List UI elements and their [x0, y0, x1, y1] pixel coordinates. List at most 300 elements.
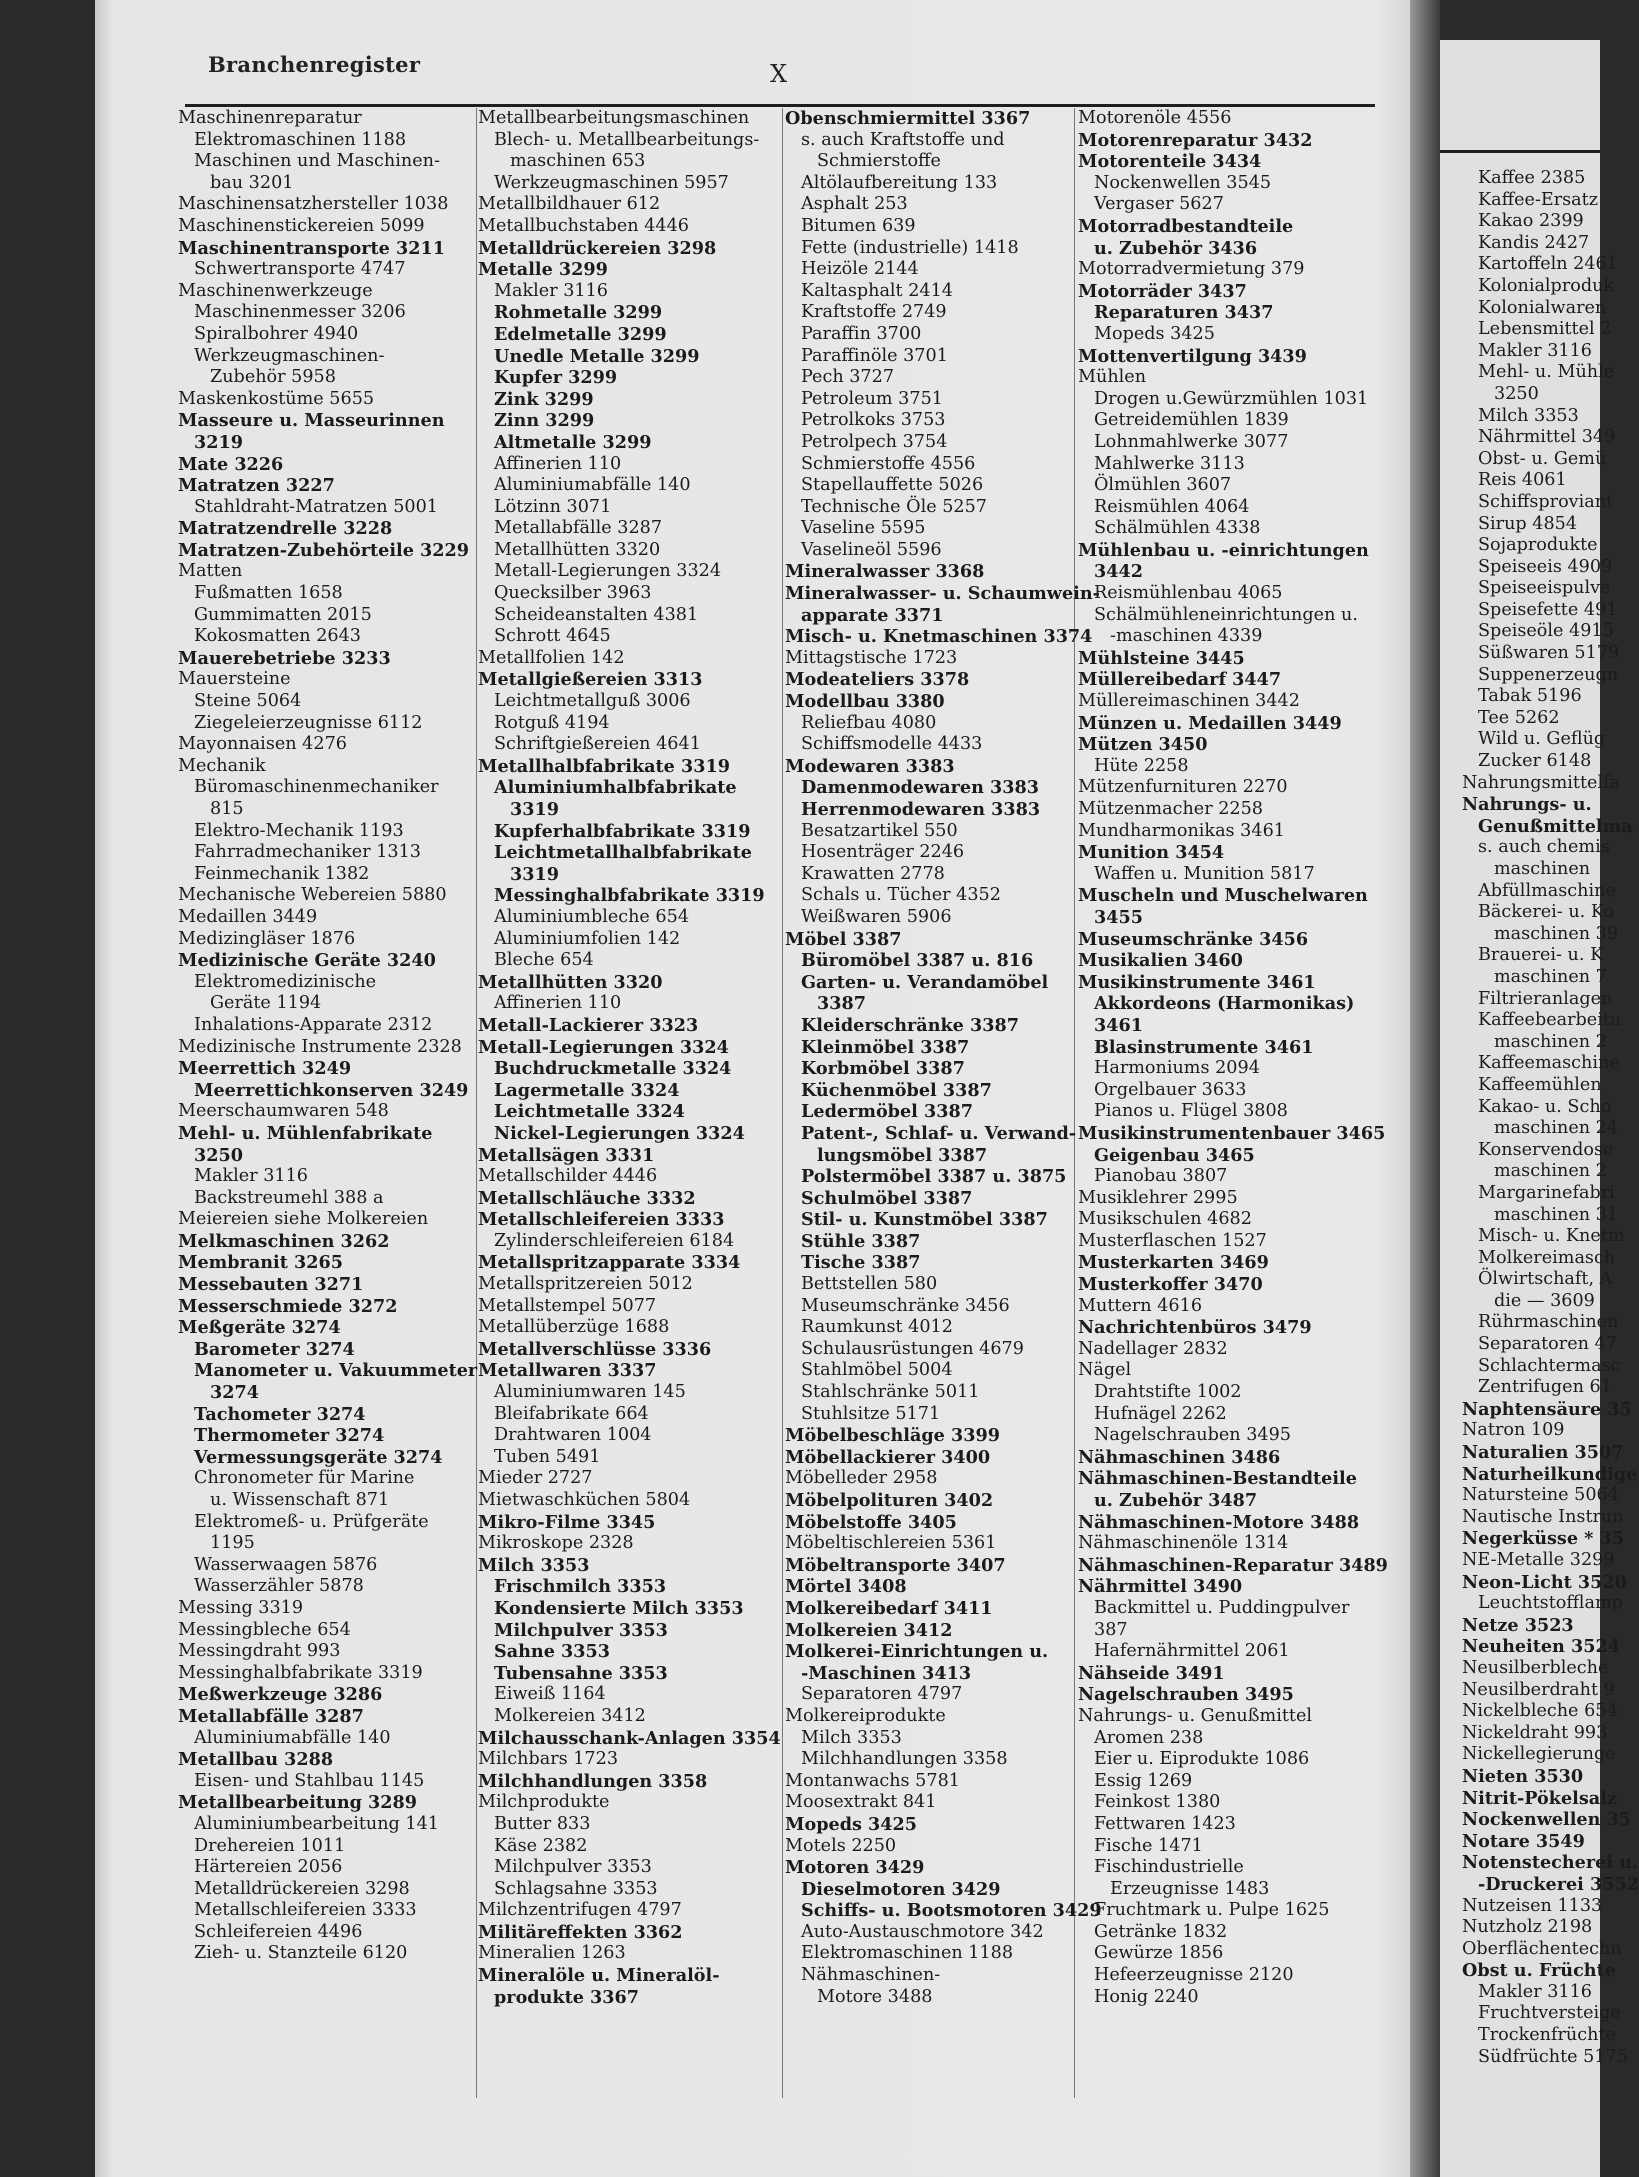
index-entry: Süßwaren 5179 [1478, 643, 1620, 664]
index-entry: Schälmühlen 4338 [1094, 518, 1261, 539]
index-entry: Vergaser 5627 [1094, 194, 1224, 215]
index-entry: Fettwaren 1423 [1094, 1813, 1236, 1834]
index-entry: Tische 3387 [801, 1252, 921, 1274]
index-entry: Museumschränke 3456 [801, 1295, 1010, 1316]
index-entry: Drahtstifte 1002 [1094, 1382, 1242, 1403]
index-entry: Milchhandlungen 3358 [801, 1749, 1008, 1770]
index-entry: Möbelpolituren 3402 [785, 1490, 994, 1511]
index-entry: Münzen u. Medaillen 3449 [1078, 712, 1342, 734]
index-entry: Ledermöbel 3387 [801, 1101, 973, 1123]
index-entry: Butter 833 [494, 1813, 591, 1834]
index-entry: 3250 [194, 1144, 243, 1166]
index-entry: Nagelschrauben 3495 [1078, 1684, 1294, 1706]
index-entry: Molkereiprodukte [785, 1705, 946, 1726]
index-entry: Naphtensäure 35 [1462, 1398, 1632, 1420]
index-entry: Edelmetalle 3299 [494, 323, 667, 345]
index-entry: Kartoffeln 2461 [1478, 254, 1618, 275]
index-entry: Mittagstische 1723 [785, 647, 958, 668]
index-entry: 3274 [210, 1382, 259, 1404]
index-entry: Stahldraht-Matratzen 5001 [194, 496, 439, 517]
index-entry: Werkzeugmaschinen- [194, 345, 385, 366]
index-entry: Makler 3116 [1478, 1981, 1592, 2002]
index-entry: Leichtmetalle 3324 [494, 1101, 685, 1123]
index-entry: Motore 3488 [817, 1986, 933, 2007]
index-entry: Kleiderschränke 3387 [801, 1014, 1019, 1036]
index-entry: Metallbearbeitungsmaschinen [478, 108, 750, 128]
index-entry: Schiffsmodelle 4433 [801, 734, 983, 755]
index-column-3 [785, 108, 1102, 2008]
index-entry: 3250 [1494, 383, 1539, 404]
index-entry: Lebensmittel 2 [1478, 319, 1612, 340]
index-entry: Ölmühlen 3607 [1094, 475, 1232, 496]
index-entry: Kakao 2399 [1478, 211, 1584, 232]
index-entry: Getränke 1832 [1094, 1921, 1228, 1942]
index-entry: Mehl- u. Mühlenfabrikate [178, 1122, 433, 1144]
index-entry: Meerrettichkonserven 3249 [194, 1079, 469, 1101]
index-entry: Lagermetalle 3324 [494, 1079, 680, 1101]
index-entry: Vermessungsgeräte 3274 [194, 1446, 443, 1468]
index-entry: Lötzinn 3071 [494, 496, 612, 517]
index-entry: Eiweiß 1164 [494, 1684, 606, 1705]
index-entry: Kolonialwaren [1478, 297, 1607, 318]
index-entry: Medaillen 3449 [178, 906, 318, 927]
index-entry: Milch 3353 [801, 1727, 902, 1748]
index-entry: Vaselineöl 5596 [801, 539, 942, 560]
index-entry: Büromaschinenmechaniker [194, 777, 439, 798]
index-entry: Metallspritzapparate 3334 [478, 1252, 741, 1274]
index-entry: Werkzeugmaschinen 5957 [494, 172, 729, 193]
index-entry: Separatoren 4797 [801, 1684, 963, 1705]
index-entry: bau 3201 [210, 172, 294, 193]
index-entry: Medizinische Instrumente 2328 [178, 1036, 462, 1057]
index-entry: Schlachtermasc [1478, 1355, 1621, 1376]
index-entry: Stil- u. Kunstmöbel 3387 [801, 1209, 1048, 1231]
index-entry: Stühle 3387 [801, 1230, 921, 1252]
index-entry: Messinghalbfabrikate 3319 [178, 1662, 423, 1683]
index-entry: Metallverschlüsse 3336 [478, 1338, 712, 1360]
index-entry: Matten [178, 561, 243, 582]
index-entry: Südfrüchte 5175 [1478, 2046, 1628, 2067]
index-entry: Montanwachs 5781 [785, 1770, 960, 1791]
index-entry: Natron 109 [1462, 1420, 1565, 1441]
index-entry: Buchdruckmetalle 3324 [494, 1058, 732, 1080]
index-entry: Kraftstoffe 2749 [801, 302, 947, 323]
index-entry: Pianos u. Flügel 3808 [1094, 1101, 1288, 1122]
index-entry: Elektromaschinen 1188 [194, 129, 407, 150]
index-entry: Nährmittel 349 [1478, 427, 1616, 448]
index-entry: Nähmaschinen-Reparatur 3489 [1078, 1554, 1388, 1576]
index-entry: Obenschmiermittel 3367 [785, 108, 1031, 129]
index-entry: Schulausrüstungen 4679 [801, 1338, 1024, 1359]
index-entry: Medizingläser 1876 [178, 928, 356, 949]
index-entry: Maschinenwerkzeuge [178, 280, 373, 301]
index-entry: Metall-Lackierer 3323 [478, 1014, 699, 1036]
index-entry: Moosextrakt 841 [785, 1792, 937, 1813]
index-entry: Müllereibedarf 3447 [1078, 669, 1282, 691]
index-entry: Chronometer für Marine [194, 1468, 415, 1489]
index-entry: Molkereien 3412 [494, 1705, 646, 1726]
index-entry: Nockenwellen 35 [1462, 1809, 1632, 1831]
book-gutter [1410, 0, 1440, 2177]
index-entry: Nickeldraht 993 [1462, 1722, 1608, 1743]
index-entry: 3319 [510, 863, 559, 885]
index-entry: Pech 3727 [801, 367, 895, 388]
index-entry: Genußmittelma [1478, 815, 1633, 837]
index-entry: Nahrungs- u. [1462, 794, 1592, 816]
index-entry: 3219 [194, 431, 243, 453]
index-entry: Nahrungs- u. Genußmittel [1078, 1705, 1313, 1726]
index-entry: Motorradvermietung 379 [1078, 259, 1305, 280]
index-entry: Mietwaschküchen 5804 [478, 1490, 691, 1510]
index-entry: Obst u. Früchte [1462, 1960, 1616, 1982]
index-entry: Kondensierte Milch 3353 [494, 1597, 744, 1619]
index-entry: Blech- u. Metallbearbeitungs- [494, 129, 760, 150]
index-entry: Metalldrückereien 3298 [194, 1878, 410, 1899]
index-entry: u. Zubehör 3436 [1094, 237, 1258, 259]
index-entry: Metallschleifereien 3333 [478, 1209, 725, 1231]
index-entry: Metallschleifereien 3333 [194, 1900, 417, 1921]
index-entry: Maschinentransporte 3211 [178, 237, 445, 259]
index-entry: Schmierstoffe 4556 [801, 453, 976, 474]
index-entry: Molkereien 3412 [785, 1619, 953, 1641]
index-entry: Krawatten 2778 [801, 863, 945, 884]
index-entry: Nickel-Legierungen 3324 [494, 1122, 745, 1144]
index-entry: Modellbau 3380 [785, 691, 945, 713]
index-entry: Musiklehrer 2995 [1078, 1187, 1238, 1208]
index-entry: Nährmittel 3490 [1078, 1576, 1243, 1598]
index-entry: maschinen 2 [1494, 1031, 1607, 1052]
index-entry: Scheideanstalten 4381 [494, 604, 699, 625]
index-entry: Eier u. Eiprodukte 1086 [1094, 1749, 1310, 1770]
index-entry: Matratzen 3227 [178, 475, 335, 497]
index-entry: Lohnmahlwerke 3077 [1094, 431, 1289, 452]
index-entry: produkte 3367 [494, 1986, 640, 2008]
index-entry: Leichtmetallguß 3006 [494, 691, 691, 712]
index-entry: 815 [210, 799, 244, 819]
index-entry: Motorräder 3437 [1078, 280, 1247, 302]
index-entry: Messebauten 3271 [178, 1274, 364, 1296]
index-entry: u. Zubehör 3487 [1094, 1490, 1258, 1511]
index-entry: Wasserzähler 5878 [194, 1576, 364, 1597]
index-entry: 1195 [210, 1533, 255, 1554]
index-entry: Steine 5064 [194, 691, 302, 712]
index-entry: Neuheiten 3524 [1462, 1636, 1620, 1658]
index-entry: Stapellauffette 5026 [801, 475, 984, 496]
index-entry: Backmittel u. Puddingpulver [1094, 1597, 1350, 1618]
index-entry: Nautische Instrun [1462, 1506, 1624, 1527]
index-entry: Mineralwasser 3368 [785, 561, 985, 583]
index-entry: Technische Öle 5257 [801, 496, 987, 517]
index-entry: Kandis 2427 [1478, 232, 1590, 253]
index-entry: Metall-Legierungen 3324 [494, 561, 722, 582]
index-entry: Gummimatten 2015 [194, 604, 372, 625]
index-entry: Metallspritzereien 5012 [478, 1274, 693, 1295]
index-entry: Aluminiumwaren 145 [494, 1382, 686, 1403]
index-entry: Hafernährmittel 2061 [1094, 1641, 1290, 1662]
index-entry: Medizinische Geräte 3240 [178, 950, 436, 972]
index-entry: Schleifereien 4496 [194, 1921, 363, 1942]
index-entry: Spiralbohrer 4940 [194, 323, 359, 344]
index-entry: Schrott 4645 [494, 626, 611, 647]
index-entry: Zucker 6148 [1478, 751, 1592, 772]
index-entry: Elektro-Mechanik 1193 [194, 820, 404, 841]
index-entry: Maschinenstickereien 5099 [178, 215, 425, 236]
index-entry: Harmoniums 2094 [1094, 1058, 1260, 1079]
index-entry: Fruchtversteige [1478, 2003, 1621, 2024]
index-entry: Elektromeß- u. Prüfgeräte [194, 1511, 429, 1532]
index-entry: Waffen u. Munition 5817 [1094, 863, 1315, 884]
index-entry: Metallbuchstaben 4446 [478, 215, 689, 236]
index-entry: Speisefette 491 [1478, 599, 1618, 620]
index-entry: Obst- u. Gemü [1478, 448, 1607, 469]
index-entry: Möbel 3387 [785, 928, 902, 950]
index-entry: apparate 3371 [801, 604, 944, 626]
index-entry: Tee 5262 [1478, 707, 1560, 728]
index-entry: 3461 [1094, 1014, 1143, 1036]
index-entry: -Druckerei 3552 [1478, 1873, 1639, 1895]
index-entry: Metallschläuche 3332 [478, 1187, 696, 1209]
index-entry: Motels 2250 [785, 1835, 897, 1856]
index-entry: 3387 [817, 993, 866, 1015]
index-entry: Zubehör 5958 [210, 367, 336, 388]
index-entry: Rührmaschinen [1478, 1312, 1619, 1333]
index-entry: Natursteine 5064 [1462, 1485, 1619, 1506]
index-entry: Nähseide 3491 [1078, 1662, 1225, 1684]
index-entry: Mineralien 1263 [478, 1943, 626, 1964]
index-entry: Möbelbeschläge 3399 [785, 1425, 1000, 1447]
index-entry: Heizöle 2144 [801, 259, 919, 280]
index-entry: Mundharmonikas 3461 [1078, 820, 1285, 841]
index-entry: Stahlschränke 5011 [801, 1382, 980, 1403]
index-entry: Mineralöle u. Mineralöl- [478, 1965, 720, 1987]
index-entry: Musterkoffer 3470 [1078, 1274, 1263, 1296]
index-entry: Tabak 5196 [1478, 686, 1582, 707]
index-entry: Petrolkoks 3753 [801, 410, 946, 431]
index-entry: Naturheilkundige [1462, 1463, 1638, 1485]
index-entry: Motoren 3429 [785, 1857, 925, 1879]
header-rule [185, 104, 1375, 107]
index-entry: Affinerien 110 [494, 453, 622, 474]
index-entry: Maschinenmesser 3206 [194, 302, 406, 323]
index-entry: Nieten 3530 [1462, 1765, 1584, 1787]
index-column-1 [178, 108, 478, 1965]
index-entry: Metallgießereien 3313 [478, 669, 703, 691]
index-entry: Fische 1471 [1094, 1835, 1203, 1856]
index-entry: Mauersteine [178, 669, 291, 690]
index-entry: die — 3609 [1494, 1290, 1595, 1311]
index-entry: Speiseeispulve [1478, 578, 1611, 599]
index-entry: Thermometer 3274 [194, 1425, 385, 1447]
index-entry: Kupferhalbfabrikate 3319 [494, 820, 751, 842]
index-entry: Nähmaschinenöle 1314 [1078, 1533, 1289, 1554]
index-entry: Inhalations-Apparate 2312 [194, 1014, 433, 1035]
index-entry: Zylinderschleifereien 6184 [494, 1230, 735, 1251]
index-entry: Kupfer 3299 [494, 367, 618, 389]
index-entry: Makler 3116 [1478, 340, 1592, 361]
index-entry: Sahne 3353 [494, 1641, 610, 1663]
index-entry: u. Wissenschaft 871 [210, 1490, 390, 1510]
index-entry: Naturalien 3507 [1462, 1442, 1624, 1464]
index-entry: Mühlenbau u. -einrichtungen [1078, 539, 1369, 561]
index-entry: Musikschulen 4682 [1078, 1209, 1252, 1230]
index-entry: Aluminiumhalbfabrikate [494, 777, 737, 799]
index-entry: Mützen 3450 [1078, 734, 1208, 756]
index-entry: Muttern 4616 [1078, 1295, 1203, 1316]
index-entry: Reismühlenbau 4065 [1094, 583, 1283, 604]
index-entry: Nähmaschinen-Motore 3488 [1078, 1511, 1360, 1533]
index-entry: Museumschränke 3456 [1078, 928, 1309, 950]
index-entry: Metall-Legierungen 3324 [478, 1036, 729, 1058]
index-entry: Herrenmodewaren 3383 [801, 799, 1041, 820]
index-entry: Aluminiumfolien 142 [494, 928, 681, 949]
index-entry: Vaseline 5595 [801, 518, 926, 539]
index-entry: Milchzentrifugen 4797 [478, 1900, 682, 1921]
index-entry: Membranit 3265 [178, 1252, 343, 1274]
index-entry: 387 [1094, 1619, 1128, 1640]
index-entry: Orgelbauer 3633 [1094, 1079, 1247, 1100]
index-entry: Pianobau 3807 [1094, 1166, 1228, 1187]
index-entry: Nachrichtenbüros 3479 [1078, 1317, 1312, 1339]
index-entry: Rotguß 4194 [494, 712, 610, 733]
index-entry: Musikalien 3460 [1078, 950, 1243, 972]
index-entry: Hufnägel 2262 [1094, 1403, 1227, 1424]
index-entry: Mikroskope 2328 [478, 1533, 634, 1554]
index-entry: Motorenreparatur 3432 [1078, 129, 1313, 151]
index-entry: Auto-Austauschmotore 342 [801, 1921, 1044, 1942]
index-entry: Hüte 2258 [1094, 755, 1189, 776]
index-entry: Sojaprodukte [1478, 535, 1598, 556]
index-entry: Fruchtmark u. Pulpe 1625 [1094, 1900, 1330, 1921]
index-entry: Schiffsproviant [1478, 491, 1614, 512]
index-entry: Molkereibedarf 3411 [785, 1597, 993, 1619]
index-entry: Feinkost 1380 [1094, 1792, 1221, 1813]
index-entry: Mottenvertilgung 3439 [1078, 345, 1307, 367]
index-entry: Mopeds 3425 [785, 1813, 918, 1835]
index-entry: Metallabfälle 3287 [178, 1705, 364, 1727]
index-entry: Matratzendrelle 3228 [178, 518, 393, 540]
index-entry: Reparaturen 3437 [1094, 302, 1274, 324]
index-entry: Brauerei- u. K [1478, 945, 1604, 966]
index-entry: Motorradbestandteile [1078, 215, 1294, 237]
index-entry: Milchausschank-Anlagen 3354 [478, 1727, 781, 1749]
index-entry: Milchbars 1723 [478, 1749, 619, 1770]
index-entry: Mineralwasser- u. Schaumwein- [785, 583, 1100, 605]
index-entry: Konservendose [1478, 1139, 1614, 1160]
index-entry: NE-Metalle 3299 [1462, 1550, 1615, 1570]
index-entry: Metallüberzüge 1688 [478, 1317, 670, 1338]
index-entry: Erzeugnisse 1483 [1110, 1878, 1270, 1899]
index-entry: maschinen 39 [1494, 923, 1619, 944]
index-entry: Schlagsahne 3353 [494, 1878, 658, 1899]
page-title: Branchenregister [208, 52, 421, 77]
index-entry: Mahlwerke 3113 [1094, 453, 1245, 474]
index-entry: Bäckerei- u. Ko [1478, 902, 1615, 923]
index-entry: Nickellegierunge [1462, 1744, 1616, 1765]
index-entry: Misch- u. Knetmaschinen 3374 [785, 626, 1093, 648]
index-entry: Drogen u.Gewürzmühlen 1031 [1094, 388, 1369, 409]
index-entry: Büromöbel 3387 u. 816 [801, 950, 1034, 972]
index-entry: Metallhütten 3320 [494, 539, 661, 560]
index-entry: s. auch chemis [1478, 837, 1610, 858]
index-entry: Dieselmotoren 3429 [801, 1878, 1001, 1900]
index-entry: Molkereimasch [1478, 1247, 1616, 1268]
index-entry: Separatoren 47 [1478, 1334, 1617, 1355]
index-entry: Makler 3116 [194, 1166, 308, 1187]
index-entry: Muscheln und Muschelwaren [1078, 885, 1368, 907]
index-entry: Tubensahne 3353 [494, 1662, 668, 1684]
index-entry: Metallbildhauer 612 [478, 194, 661, 215]
index-entry: Manometer u. Vakuummeter [194, 1360, 478, 1382]
index-entry: Möbellackierer 3400 [785, 1446, 991, 1468]
index-entry: Gewürze 1856 [1094, 1943, 1224, 1964]
index-entry: Trockenfrüchte [1478, 2025, 1616, 2046]
index-entry: Mehl- u. Mühle [1478, 362, 1615, 383]
index-entry: Honig 2240 [1094, 1986, 1199, 2007]
index-entry: Margarinefabri [1478, 1182, 1615, 1203]
index-entry: s. auch Kraftstoffe und [801, 129, 1005, 150]
index-entry: Meiereien siehe Molkereien [178, 1209, 429, 1230]
index-entry: Neon-Licht 3520 [1462, 1571, 1627, 1593]
index-entry: Kaffee-Ersatz [1478, 189, 1599, 210]
index-entry: Schmierstoffe [817, 151, 941, 172]
index-entry: Reis 4061 [1478, 470, 1567, 491]
index-entry: Netze 3523 [1462, 1614, 1574, 1636]
index-entry: Mechanik [178, 755, 266, 776]
index-entry: -maschinen 4339 [1110, 626, 1263, 647]
index-entry: Fette (industrielle) 1418 [801, 237, 1019, 258]
index-entry: Kakao- u. Scho [1478, 1096, 1612, 1117]
index-entry: Altmetalle 3299 [494, 431, 652, 453]
index-entry: Kaffeemühlen [1478, 1074, 1602, 1095]
index-entry: Metalldrückereien 3298 [478, 237, 717, 259]
index-entry: Möbelstoffe 3405 [785, 1511, 957, 1533]
index-entry: Stahlmöbel 5004 [801, 1360, 953, 1381]
index-entry: Nägel [1078, 1360, 1132, 1381]
index-entry: Blasinstrumente 3461 [1094, 1036, 1314, 1058]
index-entry: Reliefbau 4080 [801, 712, 937, 733]
index-entry: Paraffinöle 3701 [801, 345, 948, 366]
index-entry: Möbeltransporte 3407 [785, 1554, 1006, 1576]
index-entry: Messinghalbfabrikate 3319 [494, 885, 765, 907]
index-entry: Mayonnaisen 4276 [178, 734, 347, 755]
index-entry: Milchpulver 3353 [494, 1857, 652, 1878]
index-entry: Möbeltischlereien 5361 [785, 1533, 997, 1554]
index-entry: Schiffs- u. Bootsmotoren 3429 [801, 1900, 1102, 1922]
index-entry: Drahtwaren 1004 [494, 1425, 652, 1446]
index-entry: Neusilberbleche [1462, 1657, 1609, 1678]
index-entry: Milchpulver 3353 [494, 1619, 668, 1641]
index-entry: -Maschinen 3413 [801, 1662, 972, 1684]
index-entry: Motorenteile 3434 [1078, 151, 1262, 173]
index-entry: Bettstellen 580 [801, 1274, 938, 1295]
index-entry: Bitumen 639 [801, 215, 916, 236]
index-entry: Kaltasphalt 2414 [801, 280, 953, 301]
index-entry: Mauerebetriebe 3233 [178, 647, 391, 669]
index-entry: Zink 3299 [494, 388, 594, 410]
index-entry: Stuhlsitze 5171 [801, 1403, 941, 1424]
index-entry: Meßgeräte 3274 [178, 1317, 341, 1339]
index-entry: Messingbleche 654 [178, 1619, 351, 1640]
index-entry: Meerschaumwaren 548 [178, 1101, 389, 1122]
index-column-2 [478, 108, 796, 2008]
index-entry: Neusilberdraht 9 [1462, 1679, 1615, 1700]
index-entry: Schriftgießereien 4641 [494, 734, 701, 755]
index-entry: Härtereien 2056 [194, 1857, 343, 1878]
index-entry: Fußmatten 1658 [194, 583, 343, 604]
index-entry: Bleifabrikate 664 [494, 1403, 649, 1424]
index-entry: Mühlsteine 3445 [1078, 647, 1245, 669]
index-entry: Möbelleder 2958 [785, 1468, 938, 1489]
